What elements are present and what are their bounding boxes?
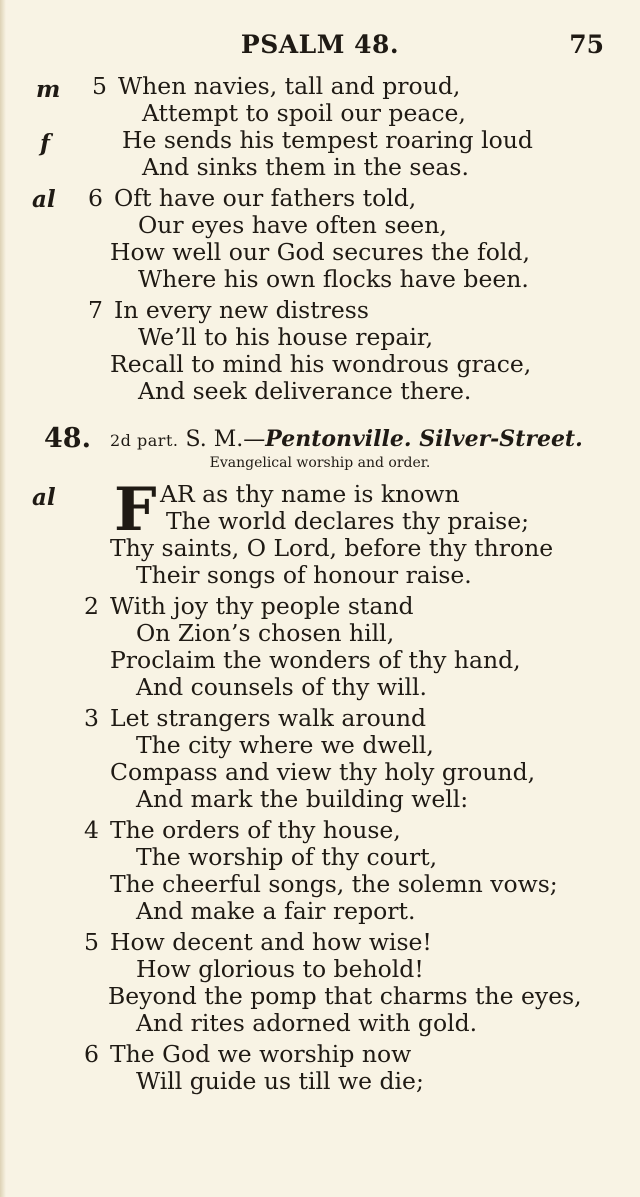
verse-line: Will guide us till we die; bbox=[136, 1067, 424, 1095]
running-header-title: PSALM 48. bbox=[240, 30, 400, 59]
verse-line: Their songs of honour raise. bbox=[136, 561, 472, 589]
verse-number-4: 4 bbox=[84, 816, 99, 844]
verse-line: In every new distress bbox=[114, 296, 369, 324]
verse-line: The orders of thy house, bbox=[110, 816, 401, 844]
hymn-subtitle: Evangelical worship and order. bbox=[209, 455, 431, 471]
verse-number-5: 5 bbox=[92, 72, 107, 100]
verse-line: Let strangers walk around bbox=[110, 704, 427, 732]
verse-line: With joy thy people stand bbox=[110, 592, 414, 620]
verse-line: Thy saints, O Lord, before thy throne bbox=[110, 534, 554, 562]
verse-number-7: 7 bbox=[88, 296, 103, 324]
verse-line: Attempt to spoil our peace, bbox=[142, 99, 466, 127]
meter-label: S. M.— bbox=[185, 427, 266, 452]
tune-names: Pentonville. Silver-Street. bbox=[265, 426, 583, 452]
verse-line: On Zion’s chosen hill, bbox=[136, 619, 395, 647]
dynamic-mark-m: m bbox=[36, 76, 61, 103]
drop-cap: F bbox=[114, 475, 157, 545]
verse-line: When navies, tall and proud, bbox=[118, 72, 461, 100]
verse-line: And mark the building well: bbox=[136, 785, 469, 813]
verse-line: The cheerful songs, the solemn vows; bbox=[110, 870, 558, 898]
verse-line: How glorious to behold! bbox=[136, 955, 424, 983]
dynamic-mark-al: al bbox=[32, 484, 56, 511]
part-label: 2d part. bbox=[110, 431, 179, 450]
verse-line: The worship of thy court, bbox=[136, 843, 438, 871]
verse-line: Beyond the pomp that charms the eyes, bbox=[108, 982, 582, 1010]
verse-line: The world declares thy praise; bbox=[166, 507, 530, 535]
verse-line: And make a fair report. bbox=[136, 897, 416, 925]
page-edge-shadow bbox=[0, 0, 6, 1197]
verse-line: How decent and how wise! bbox=[110, 928, 432, 956]
verse-line: And seek deliverance there. bbox=[138, 377, 472, 405]
verse-line: Oft have our fathers told, bbox=[114, 184, 417, 212]
verse-number-6: 6 bbox=[84, 1040, 99, 1068]
verse-line: How well our God secures the fold, bbox=[110, 238, 530, 266]
verse-line: And counsels of thy will. bbox=[136, 673, 427, 701]
verse-line: We’ll to his house repair, bbox=[138, 323, 434, 351]
verse-line: Proclaim the wonders of thy hand, bbox=[110, 646, 521, 674]
verse-line: Recall to mind his wondrous grace, bbox=[110, 350, 532, 378]
verse-number-6: 6 bbox=[88, 184, 103, 212]
verse-line: Our eyes have often seen, bbox=[138, 211, 447, 239]
verse-line: He sends his tempest roaring loud bbox=[122, 126, 533, 154]
verse-line: The God we worship now bbox=[110, 1040, 412, 1068]
verse-line: And rites adorned with gold. bbox=[136, 1009, 478, 1037]
verse-line: Compass and view thy holy ground, bbox=[110, 758, 536, 786]
dynamic-mark-al: al bbox=[32, 186, 56, 213]
hymn-number: 48. bbox=[44, 423, 91, 454]
verse-number-2: 2 bbox=[84, 592, 99, 620]
verse-line: The city where we dwell, bbox=[136, 731, 434, 759]
page-number: 75 bbox=[569, 30, 604, 59]
verse-number-3: 3 bbox=[84, 704, 99, 732]
verse-line: Where his own flocks have been. bbox=[138, 265, 529, 293]
verse-number-5: 5 bbox=[84, 928, 99, 956]
verse-line: And sinks them in the seas. bbox=[142, 153, 469, 181]
verse-line: AR as thy name is known bbox=[160, 480, 460, 508]
dynamic-mark-f: f bbox=[40, 130, 50, 157]
hymn-heading bbox=[110, 424, 583, 456]
